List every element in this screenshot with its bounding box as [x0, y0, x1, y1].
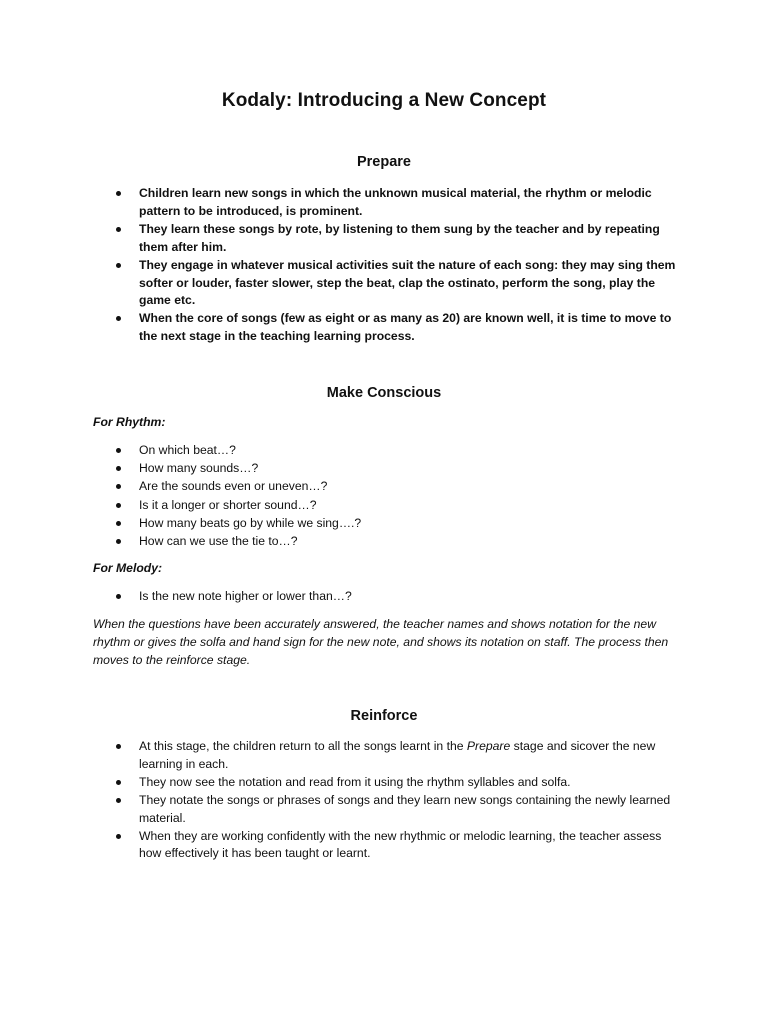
list-item-text: Is it a longer or shorter sound…?: [139, 497, 317, 512]
list-item-text-part: stage and sicover the new learning in each.: [139, 739, 656, 771]
make-conscious-heading: Make Conscious: [326, 385, 442, 401]
list-item-text: [139, 739, 655, 771]
list-item: [114, 497, 674, 515]
list-item-text-part: At this stage, the children return to all the songs learnt in the: [139, 739, 467, 753]
bullet-icon: [116, 227, 121, 232]
bullet-icon: [116, 503, 121, 508]
rhythm-list: [114, 442, 674, 551]
list-item-text: When they are working confidently with the new rhythmic or melodic learning, the teacher assess how effectively it has been taught or learnt.: [139, 828, 662, 861]
list-item-text: They learn these songs by rote, by listening to them sung by the teacher and by repeating them after him.: [139, 221, 660, 254]
bullet-icon: [116, 484, 121, 489]
bullet-icon: [116, 316, 121, 321]
bullet-icon: [116, 834, 121, 839]
bullet-icon: [116, 448, 121, 453]
list-item-text: Children learn new songs in which the unknown musical material, the rhythm or melodic pattern to be introduced, is prominent.: [139, 186, 652, 218]
bullet-icon: [116, 466, 121, 471]
list-item-text: Is the new note higher or lower than…?: [139, 589, 352, 603]
list-item: [114, 792, 676, 828]
melody-label: For Melody:: [93, 561, 163, 575]
list-item-text: When the core of songs (few as eight or as many as 20) are known well, it is time to move to the next stage in the teaching learning process.: [139, 311, 672, 344]
bullet-icon: [116, 539, 121, 544]
list-item-text: Are the sounds even or uneven…?: [139, 479, 328, 494]
prepare-emphasis: Prepare: [466, 739, 511, 753]
list-item: [114, 828, 676, 864]
reinforce-list: [114, 738, 676, 863]
rhythm-label: For Rhythm:: [93, 415, 166, 429]
list-item-text: They engage in whatever musical activities suit the nature of each song: they may sing them softer or louder, faster slower, step the beat, clap the ostinato, perform the song, play the game etc.: [139, 257, 676, 308]
bullet-icon: [116, 780, 121, 785]
bullet-icon: [116, 798, 121, 803]
prepare-list: [114, 185, 676, 346]
list-item: [114, 185, 676, 221]
make-conscious-paragraph: When the questions have been accurately answered, the teacher names and shows notation for the new rhythm or gives the solfa and hand sign for the new note, and shows its notation on staff. The process then moves to the reinforce stage.: [93, 617, 669, 668]
page-title: Kodaly: Introducing a New Concept: [221, 90, 547, 111]
bullet-icon: [116, 263, 121, 268]
list-item: [114, 221, 676, 257]
bullet-icon: [116, 191, 121, 196]
list-item: [114, 460, 674, 478]
list-item: [114, 442, 674, 460]
list-item: [114, 774, 676, 792]
list-item-text: On which beat…?: [139, 443, 236, 457]
list-item: [114, 533, 674, 551]
bullet-icon: [116, 594, 121, 599]
list-item-text: How can we use the tie to…?: [139, 534, 298, 549]
melody-list: [114, 588, 674, 606]
list-item-text: They now see the notation and read from it using the rhythm syllables and solfa.: [139, 774, 571, 789]
list-item: [114, 257, 676, 311]
reinforce-heading: Reinforce: [350, 708, 418, 724]
list-item: [114, 478, 674, 496]
list-item: [114, 738, 676, 774]
list-item-text: They notate the songs or phrases of songs and they learn new songs containing the newly learned material.: [139, 792, 671, 825]
prepare-heading: Prepare: [356, 154, 411, 170]
list-item: [114, 588, 674, 606]
list-item: [114, 310, 676, 346]
list-item-text: How many beats go by while we sing….?: [139, 515, 362, 530]
bullet-icon: [116, 744, 121, 749]
list-item-text: How many sounds…?: [139, 461, 259, 476]
list-item: [114, 515, 674, 533]
bullet-icon: [116, 521, 121, 526]
